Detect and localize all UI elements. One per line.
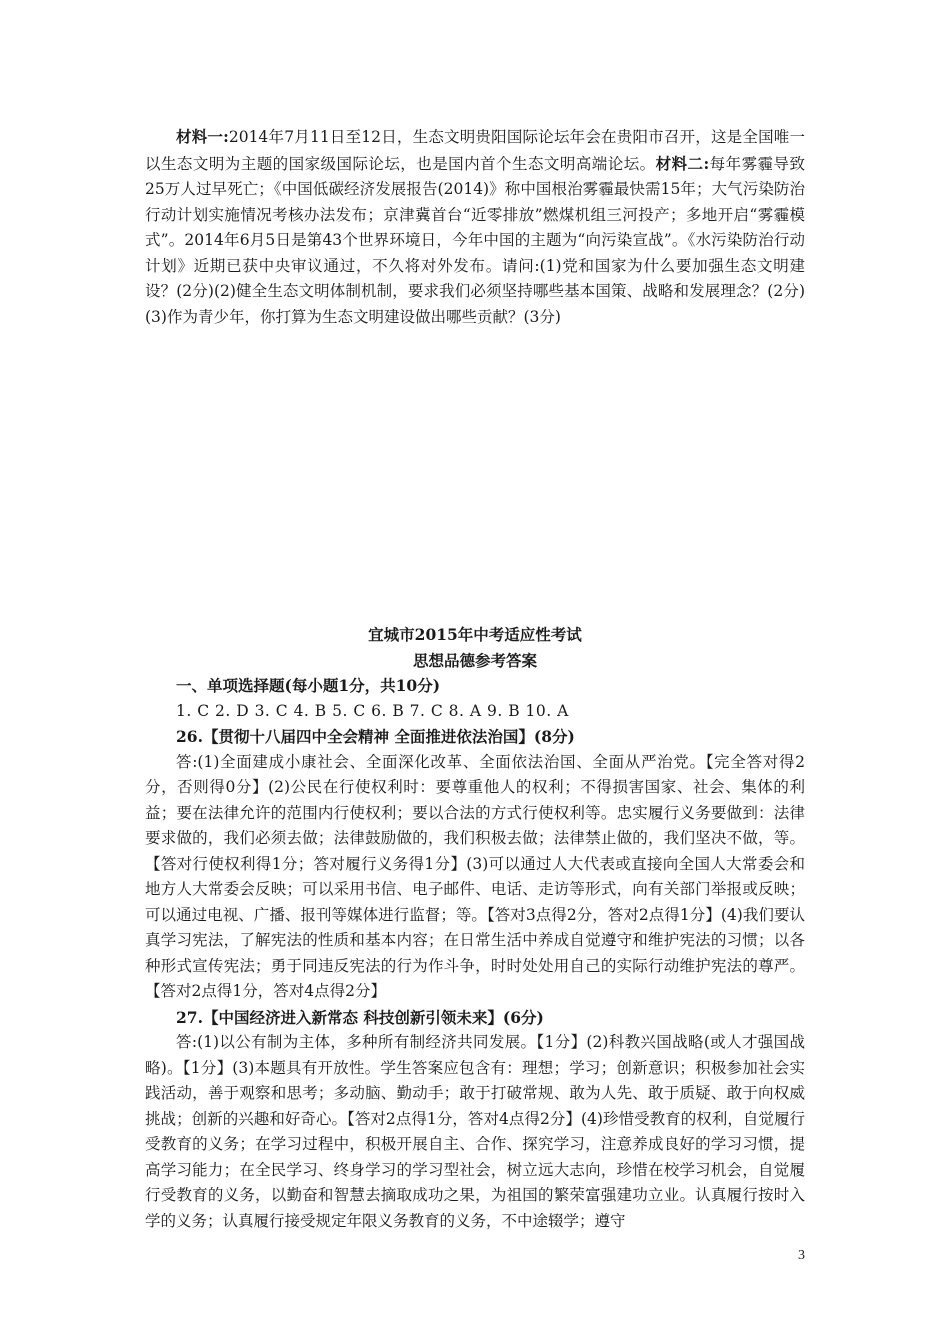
page-number: 3 xyxy=(798,1248,805,1263)
section-heading-choice: 一、单项选择题(每小题1分，共10分) xyxy=(176,676,441,695)
material-text-2: 每年雾霾导致25万人过早死亡；《中国低碳经济发展报告(2014)》称中国根治雾霾最快需15年；大气污染防治行动计划实施情况考核办法发布；京津冀首台“近零排放”燃煤机组三河投产；多地开启“雾霾模式”。2014年6月5日是第43个世界环境日，今年中国的主题为“向污染宣战”。《水污染防治行动计划》近期已获中央审议通过，不久将对外发布。请问:(1)党和国家为什么要加强生态文明建设？(2分)(2)健全生态文明体制机制，要求我们必须坚持哪些基本国策、战略和发展理念？(2分)(3)作为青少年，你打算为生态文明建设做出哪些贡献？(3分) xyxy=(145,154,805,326)
material-paragraph xyxy=(145,124,805,330)
material-label-2: 材料二: xyxy=(655,153,710,173)
question-27-heading: 27.【中国经济进入新常态 科技创新引领未来】(6分) xyxy=(176,1007,544,1027)
material-label-1: 材料一: xyxy=(176,127,229,146)
answer-key-subtitle: 思想品德参考答案 xyxy=(412,651,537,670)
choice-answers: 1. C 2. D 3. C 4. B 5. C 6. B 7. C 8. A 9. B 10. A xyxy=(176,701,569,720)
question-26-answer: 答:(1)全面建成小康社会、全面深化改革、全面依法治国、全面从严治党。【完全答对得2分，否则得0分】(2)公民在行使权利时：要尊重他人的权利；不得损害国家、社会、集体的利益；要在法律允许的范围内行使权利；要以合法的方式行使权利等。忠实履行义务要做到：法律要求做的，我们必须去做；法律鼓励做的，我们积极去做；法律禁止做的，我们坚决不做，等。【答对行使权利得1分；答对履行义务得1分】(3)可以通过人大代表或直接向全国人大常委会和地方人大常委会反映；可以采用书信、电子邮件、电话、走访等形式，向有关部门举报或反映；可以通过电视、广播、报刊等媒体进行监督；等。【答对3点得2分，答对2点得1分】(4)我们要认真学习宪法，了解宪法的性质和基本内容；在日常生活中养成自觉遵守和维护宪法的习惯；以各种形式宣传宪法；勇于同违反宪法的行为作斗争，时时处处用自己的实际行动维护宪法的尊严。【答对2点得1分，答对4点得2分】 xyxy=(145,752,805,1000)
answer-key-title: 宜城市2015年中考适应性考试 xyxy=(368,625,582,644)
answer-key-body xyxy=(145,673,805,1234)
question-27-answer: 答:(1)以公有制为主体，多种所有制经济共同发展。【1分】(2)科教兴国战略(或人才强国战略)。【1分】(3)本题具有开放性。学生答案应包含有：理想；学习；创新意识；积极参加社会实践活动，善于观察和思考；多动脑、勤动手；敢于打破常规、敢为人先、敢于质疑、敢于向权威挑战；创新的兴趣和好奇心。【答对2点得1分，答对4点得2分】(4)珍惜受教育的权利，自觉履行受教育的义务；在学习过程中，积极开展自主、合作、探究学习，注意养成良好的学习习惯，提高学习能力；在全民学习、终身学习的学习型社会，树立远大志向，珍惜在校学习机会，自觉履行受教育的义务，以勤奋和智慧去摘取成功之果，为祖国的繁荣富强建功立业。认真履行按时入学的义务；认真履行接受规定年限义务教育的义务，不中途辍学；遵守 xyxy=(145,1033,805,1230)
question-26-heading: 26.【贯彻十八届四中全会精神 全面推进依法治国】(8分) xyxy=(176,727,575,746)
material-text-1: 2014年7月11日至12日，生态文明贵阳国际论坛年会在贵阳市召开，这是全国唯一以生态文明为主题的国家级国际论坛，也是国内首个生态文明高端论坛。 xyxy=(145,128,805,173)
material-section xyxy=(145,124,805,330)
